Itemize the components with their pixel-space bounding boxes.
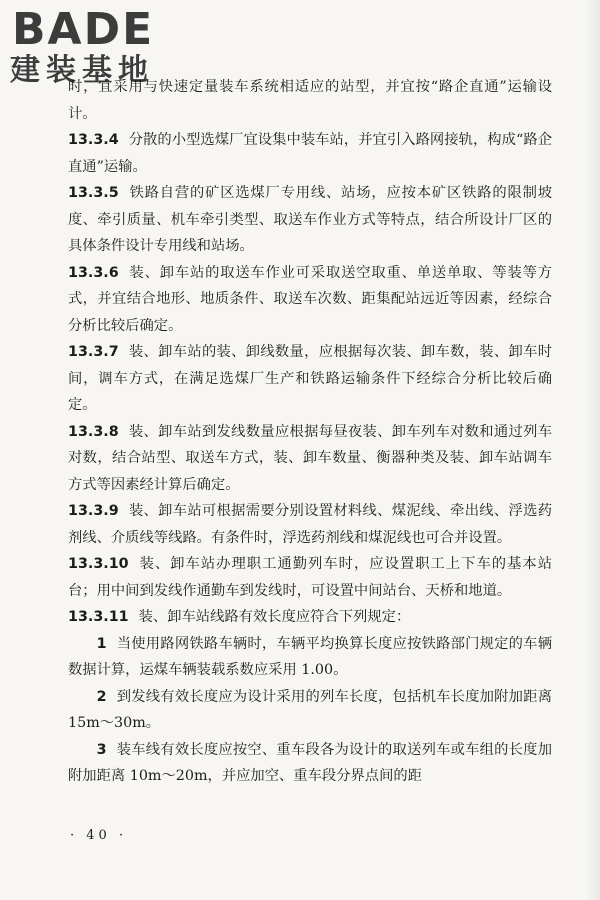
page-edge-shadow xyxy=(586,0,600,900)
page-number: · 40 · xyxy=(70,828,128,843)
clause-13-3-7 xyxy=(68,339,552,419)
clause-13-3-10 xyxy=(68,551,552,604)
clause-13-3-8 xyxy=(68,419,552,499)
document-body xyxy=(68,74,552,790)
clause-number: 13.3.11 xyxy=(68,609,129,625)
list-item-1 xyxy=(68,631,552,684)
item-text: 装车线有效长度应按空、重车段各为设计的取送列车或车组的长度加附加距离 10m～20m，并应加空、重车段分界点间的距 xyxy=(68,741,552,784)
list-item-2 xyxy=(68,684,552,737)
clause-number: 13.3.9 xyxy=(68,503,119,519)
clause-13-3-6 xyxy=(68,260,552,340)
clause-text: 铁路自营的矿区选煤厂专用线、站场，应按本矿区铁路的限制坡度、牵引质量、机车牵引类型、取送车作业方式等特点，结合所设计厂区的具体条件设计专用线和站场。 xyxy=(68,185,552,254)
item-text: 到发线有效长度应为设计采用的列车长度，包括机车长度加附加距离 15m～30m。 xyxy=(68,688,552,731)
clause-13-3-5 xyxy=(68,180,552,260)
clause-text: 装、卸车站可根据需要分别设置材料线、煤泥线、牵出线、浮选药剂线、介质线等线路。有条件时，浮选药剂线和煤泥线也可合并设置。 xyxy=(68,503,552,546)
clause-number: 13.3.4 xyxy=(68,132,119,148)
item-text: 当使用路网铁路车辆时，车辆平均换算长度应按铁路部门规定的车辆数据计算，运煤车辆装载系数应采用 1.00。 xyxy=(68,635,552,678)
clause-number: 13.3.6 xyxy=(68,264,119,281)
clause-13-3-11 xyxy=(68,604,552,631)
clause-number: 13.3.8 xyxy=(68,423,119,440)
clause-text: 装、卸车站的装、卸线数量，应根据每次装、卸车数，装、卸车时间，调车方式，在满足选煤厂生产和铁路运输条件下经综合分析比较后确定。 xyxy=(68,344,552,413)
logo-brand: BADE xyxy=(12,4,155,55)
item-number: 2 xyxy=(96,688,107,705)
clause-13-3-4 xyxy=(68,127,552,180)
clause-text: 装、卸车站办理职工通勤列车时，应设置职工上下车的基本站台；用中间到发线作通勤车到发线时，可设置中间站台、天桥和地道。 xyxy=(68,556,552,599)
clause-number: 13.3.5 xyxy=(68,185,119,201)
clause-13-3-9 xyxy=(68,498,552,551)
clause-text: 装、卸车站的取送车作业可采取送空取重、单送单取、等装等方式，并宜结合地形、地质条件、取送车次数、距集配站远近等因素，经综合分析比较后确定。 xyxy=(68,264,552,334)
clause-text: 分散的小型选煤厂宜设集中装车站，并宜引入路网接轨，构成“路企直通”运输。 xyxy=(68,132,552,175)
clause-number: 13.3.10 xyxy=(68,556,129,572)
clause-text: 装、卸车站线路有效长度应符合下列规定： xyxy=(138,609,411,625)
logo-subtitle: 建装基地 xyxy=(10,53,154,88)
item-number: 1 xyxy=(96,635,107,652)
clause-text: 装、卸车站到发线数量应根据每昼夜装、卸车列车对数和通过列车对数，结合站型、取送车方式，装、卸车数量、衡器种类及装、卸车站调车方式等因素经计算后确定。 xyxy=(68,423,552,493)
clause-number: 13.3.7 xyxy=(68,344,119,360)
intro-paragraph: 时，宜采用与快速定量装车系统相适应的站型，并宜按“路企直通”运输设计。 xyxy=(68,79,552,122)
list-item-3 xyxy=(68,737,552,790)
item-number: 3 xyxy=(96,741,107,758)
